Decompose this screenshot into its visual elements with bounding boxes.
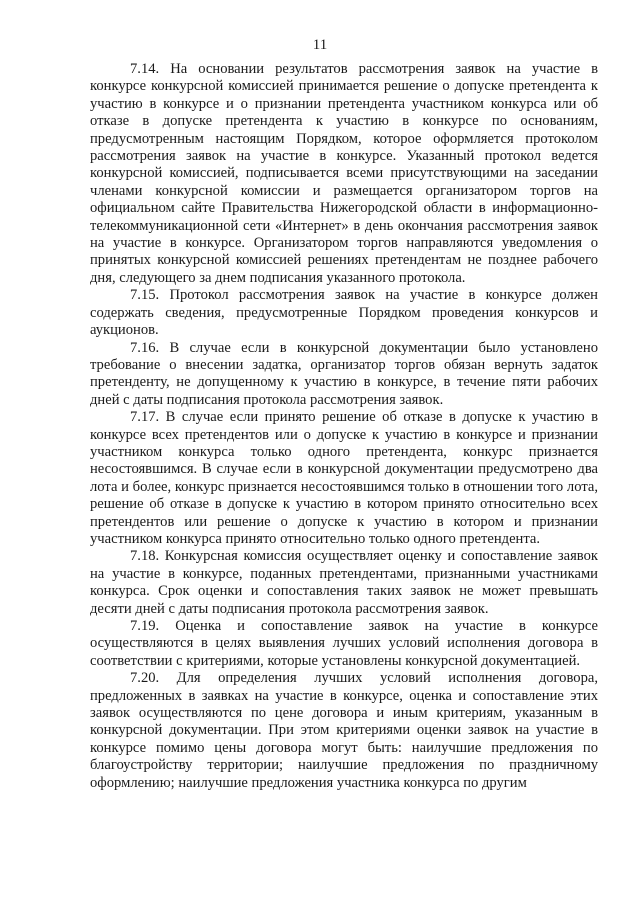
paragraph-7-17: 7.17. В случае если принято решение об отказе в допуске к участию в конкурсе всех претендентов или о допуске к участию в конкурсе и признании участником конкурса только одного претендента, конкурс признается несостоявшимся. В случае если в конкурсной документации предусмотрено два лота и более, конкурс признается несостоявшимся только в отношении того лота, решение об отказе в допуске к участию в котором принято относительно всех претендентов или решение о допуске к участию в котором и признании участником конкурса принято относительно только одного претендента. <box>90 409 598 547</box>
paragraph-7-18: 7.18. Конкурсная комиссия осуществляет оценку и сопоставление заявок на участие в конкурсе, поданных претендентами, признанными участниками конкурса. Срок оценки и сопоставления таких заявок не может превышать десяти дней с даты подписания протокола рассмотрения заявок. <box>90 548 598 617</box>
paragraph-7-20: 7.20. Для определения лучших условий исполнения договора, предложенных в заявках на участие в конкурсе, оценка и сопоставление этих заявок осуществляются по цене договора и иным критериям, указанным в конкурсной документации. При этом критериями оценки заявок на участие в конкурсе помимо цены договора могут быть: наилучшие предложения по благоустройству территории; наилучшие предложения по праздничному оформлению; наилучшие предложения участника конкурса по другим <box>90 670 598 791</box>
paragraph-7-19: 7.19. Оценка и сопоставление заявок на участие в конкурсе осуществляются в целях выявления лучших условий исполнения договора в соответствии с критериями, которые установлены конкурсной документацией. <box>90 618 598 669</box>
page-number: 11 <box>312 37 328 53</box>
paragraph-7-15: 7.15. Протокол рассмотрения заявок на участие в конкурсе должен содержать сведения, предусмотренные Порядком проведения конкурсов и аукционов. <box>90 287 598 339</box>
document-body <box>90 61 598 792</box>
paragraph-7-14: 7.14. На основании результатов рассмотрения заявок на участие в конкурсе конкурсной комиссией принимается решение о допуске претендента к участию в конкурсе и о признании претендента участником конкурса или об отказе в допуске претендента к участию в конкурсе по основаниям, предусмотренным настоящим Порядком, которое оформляется протоколом рассмотрения заявок на участие в конкурсе. Указанный протокол ведется конкурсной комиссией, подписывается всеми присутствующими на заседании членами конкурсной комиссии и размещается организатором торгов на официальном сайте Правительства Нижегородской области в информационно-телекоммуникационной сети «Интернет» в день окончания рассмотрения заявок на участие в конкурсе. Организатором торгов направляются уведомления о принятых конкурсной комиссией решениях претендентам не позднее рабочего дня, следующего за днем подписания указанного протокола. <box>90 61 598 286</box>
paragraph-7-16: 7.16. В случае если в конкурсной документации было установлено требование о внесении задатка, организатор торгов обязан вернуть задаток претенденту, не допущенному к участию в конкурсе, в течение пяти рабочих дней с даты подписания протокола рассмотрения заявок. <box>90 339 598 408</box>
